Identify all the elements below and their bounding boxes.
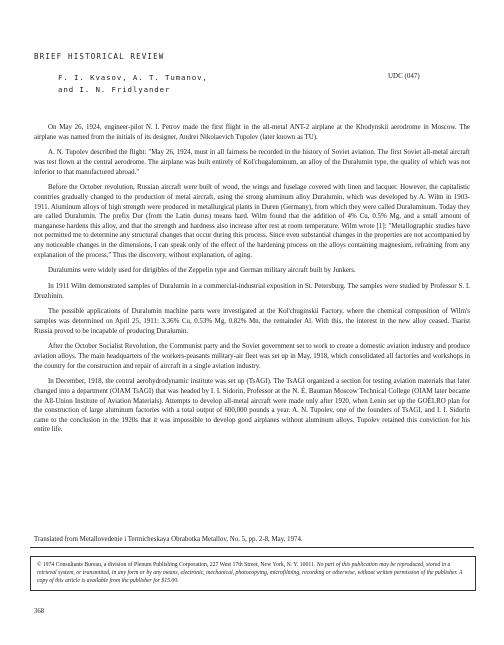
page-number: 368 xyxy=(34,608,45,615)
article-body xyxy=(34,123,470,441)
paragraph: A. N. Tupolev described the flight: "May 26, 1924, must in all fairness be recorded in the history of Soviet aviation. The first Soviet all-metal aircraft was test flown at the central aerodrome. The airplane was built entirely of Kol'chugaluminum, an alloy of the Duralumin type, the quality of which was not inferior to that manufactured abroad." xyxy=(34,148,470,176)
translation-footnote xyxy=(30,536,474,548)
paragraph: Before the October revolution, Russian aircraft were built of wood, the wings and fuselage covered with linen and lacquer. However, the capitalistic countries gradually changed to the production of metal aircraft, using the strong aluminum alloy Duralumin, which was developed by A. Wilm in 1903-1911. Aluminum alloys of high strength were produced in metallurgical plants in Duren (Germany), from which they were called Duraluminum. Today they are called Duralumin. The prefix Dur (from the Latin durus) means hard. Wilm found that the addition of 4% Cu, 0.5% Mg, and a small amount of manganese hardens this alloy, and that the strength and hardness also increase after rest at room temperature. Wilm wrote [1]: "Metallographic studies have not permitted me to determine any structural changes that occur during this process. Since even substantial changes in the properties are not accompanied by any noticeable changes in the dimensions, I can speak only of the effect of the hardening process on the alloys containing magnesium, refraining from any explanation of the process." Thus the discovery, without explanation, of aging. xyxy=(34,183,470,259)
copyright-lead: © 1974 Consultants Bureau, a division of Plenum Publishing Corporation, 227 West 17th Street, New York, N. Y. 10011. xyxy=(37,562,316,568)
copyright-rest: No part of this publication may be reproduced, stored in a retrieval system, or transmitted, in any form or by any means, electronic, mechanical, photocopying, microfilming, recording or otherwise, without written permission of the publisher. A copy of this article is available from the publisher for $15.00. xyxy=(37,562,463,584)
paragraph: After the October Socialist Revolution, the Communist party and the Soviet government set to work to create a domestic aviation industry and produce aviation alloys. The main headquarters of the workers-peasants military-air fleet was set up in May, 1918, which consolidated all factories and workshops in the country for the construction and repair of aircraft in a single aviation industry. xyxy=(34,342,470,370)
authors-line-2: and I. N. Fridlyander xyxy=(58,85,171,94)
paragraph: In December, 1918, the central aerohydrodynamic institute was set up (TsAGI). The TsAGI organized a section for testing aviation materials that later changed into a department (OIAM TsAGI) that was headed by I. I. Sidorin, Professor at the N. É. Bauman Moscow Technical College (OIAM later became the All-Union Institute of Aviation Materials). Attempts to develop all-metal aircraft were made only after 1920, when Lenin set up the GOÉLRO plan for the construction of large aluminum factories with a total output of 600,000 pounds a year. A. N. Tupolev, one of the founders of TsAGI, and I. I. Sidorin came to the conclusion in the 1920s that it was impossible to develop good airplanes without aluminum alloys. Tupolev retained this conviction for his entire life. xyxy=(34,377,470,434)
authors-line-1: F. I. Kvasov, A. T. Tumanov, xyxy=(58,73,208,82)
udc-code: UDC (047) xyxy=(388,72,420,80)
paragraph: In 1911 Wilm demonstrated samples of Duralumin in a commercial-industrial exposition in St. Petersburg. The samples were studied by Professor S. I. Druzhinin. xyxy=(34,282,470,300)
paragraph: Duralumins were widely used for dirigibles of the Zeppelin type and German military aircraft built by Junkers. xyxy=(48,266,356,275)
paragraph: On May 26, 1924, engineer-pilot N. I. Petrov made the first flight in the all-metal ANT-2 airplane at the Khodynskii aerodrome in Moscow. The airplane was named from the initials of its designer, Andrei Nikolaevich Tupolev (later known as TU). xyxy=(34,123,470,141)
translated-from-note: Translated from Metallovedenie i Termicheskaya Obrabotka Metallov, No. 5, pp. 2-8, May, 1974. xyxy=(30,536,474,548)
copyright-notice xyxy=(30,556,476,591)
authors-block xyxy=(58,72,208,96)
section-title: BRIEF HISTORICAL REVIEW xyxy=(34,52,165,61)
paragraph: The possible applications of Duralumin machine parts were investigated at the Kol'chuginskii Factory, where the chemical composition of Wilm's samples was determined on April 25, 1911: 3.36% Cu, 0.53% Mg, 0.82% Mn, the remainder Al. With this, the interest in the new alloy ceased. Tsarist Russia proved to be incapable of producing Duralumin. xyxy=(34,307,470,335)
